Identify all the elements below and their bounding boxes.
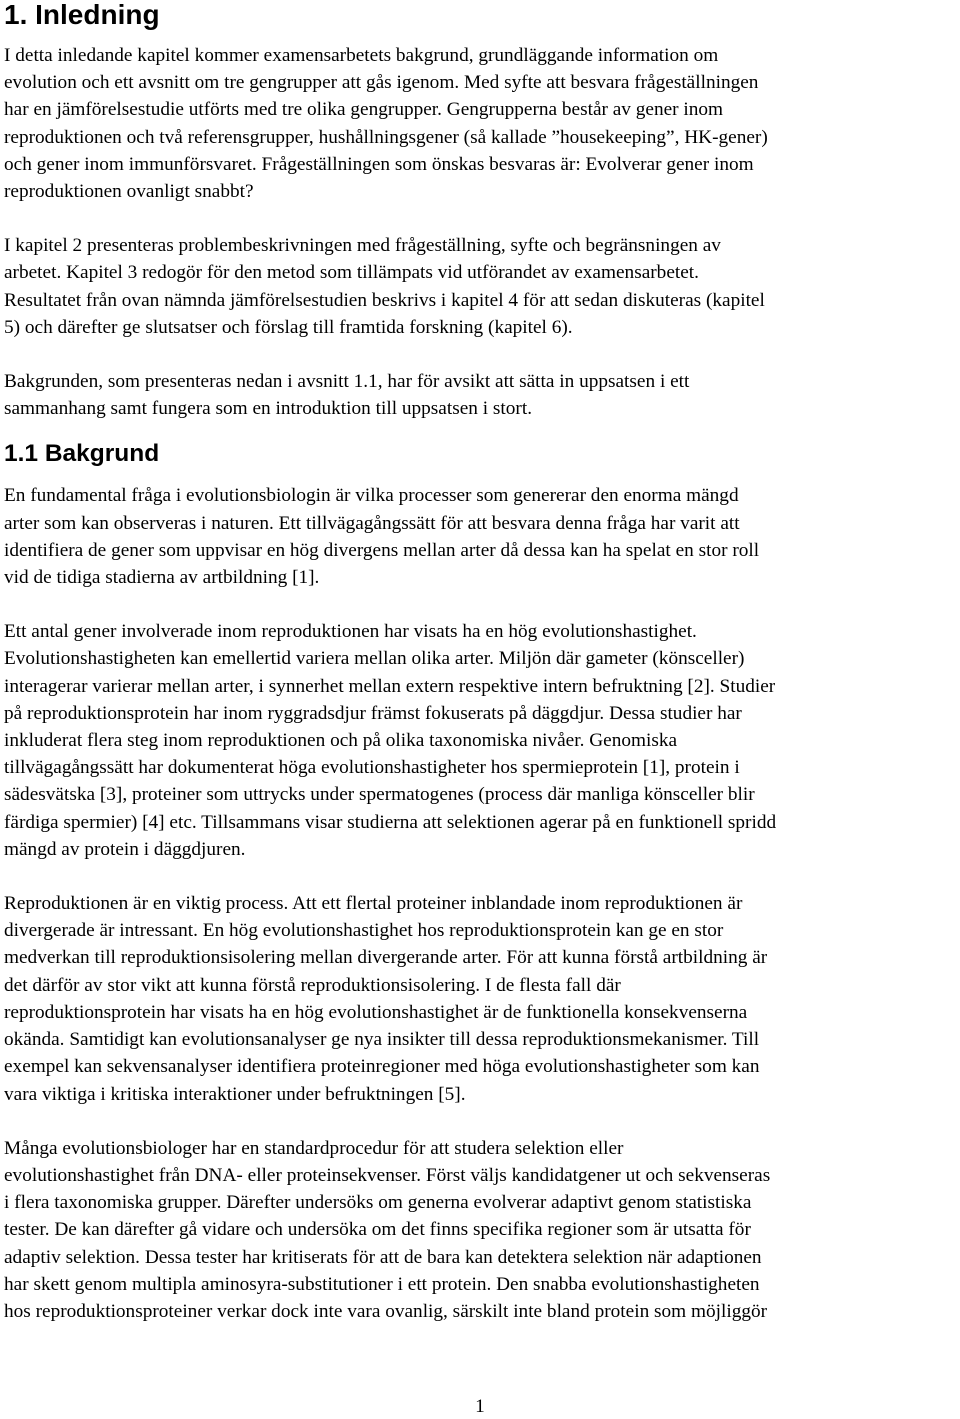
text-line: evolution och ett avsnitt om tre gengrupper att gås igenom. Med syfte att besvara frågeställningen [4, 72, 759, 94]
text-line: sädesvätska [3], proteiner som uttrycks under spermatogenes (process där manliga könsceller blir [4, 784, 755, 806]
text-line: Ett antal gener involverade inom reproduktionen har visats ha en hög evolutionshastighet. [4, 621, 697, 643]
text-line: adaptiv selektion. Dessa tester har kritiserats för att de bara kan detektera selektion när adaptionen [4, 1246, 762, 1268]
text-line: tester. De kan därefter gå vidare och undersöka om det finns specifika regioner som är utsatta för [4, 1219, 751, 1241]
text-line: har skett genom multipla aminosyra-substitutioner i ett protein. Den snabba evolutionshastigheten [4, 1273, 760, 1295]
text-line: inkluderat flera steg inom reproduktionen och på olika taxonomiska nivåer. Genomiska [4, 730, 678, 752]
text-line: En fundamental fråga i evolutionsbiologin är vilka processer som genererar den enorma mängd [4, 485, 739, 507]
text-line: reproduktionen ovanligt snabbt? [4, 181, 254, 203]
text-line: evolutionshastighet från DNA- eller proteinsekvenser. Först väljs kandidatgener ut och sekvenseras [4, 1164, 771, 1186]
section-heading: 1.1 Bakgrund [4, 440, 160, 468]
text-line: 5) och därefter ge slutsatser och förslag till framtida forskning (kapitel 6). [4, 316, 573, 338]
paragraph-background-intro [4, 368, 954, 422]
text-line: vid de tidiga stadierna av artbildning [1]. [4, 567, 320, 589]
text-line: Bakgrunden, som presenteras nedan i avsnitt 1.1, har för avsikt att sätta in uppsatsen i ett [4, 371, 690, 393]
text-line: Reproduktionen är en viktig process. Att ett flertal proteiner inblandade inom reproduktionen är [4, 893, 743, 915]
paragraph-evolution-rate [4, 618, 954, 863]
text-line: identifiera de gener som uppvisar en hög divergens mellan arter då dessa kan ha spelat en stor roll [4, 539, 760, 561]
paragraph-fundamental-question [4, 482, 954, 591]
text-line: hos reproduktionsproteiner verkar dock inte vara ovanlig, särskilt inte bland protein som möjliggör [4, 1300, 768, 1322]
text-line: exempel kan sekvensanalyser identifiera proteinregioner med höga evolutionshastigheter som kan [4, 1056, 760, 1078]
text-line: medverkan till reproduktionsisolering mellan divergerande arter. För att kunna förstå artbildning är [4, 947, 768, 969]
document-page [4, 0, 954, 1325]
text-line: i flera taxonomiska grupper. Därefter undersöks om generna evolverar adaptivt genom statistiska [4, 1192, 752, 1214]
chapter-heading: 1. Inledning [4, 0, 160, 30]
text-line: på reproduktionsprotein har inom ryggradsdjur främst fokuserats på däggdjur. Dessa studier har [4, 702, 742, 724]
text-line: vara viktiga i kritiska interaktioner under befruktningen [5]. [4, 1083, 466, 1105]
text-line: reproduktionsprotein har visats ha en hög evolutionshastighet är de funktionella konsekvenserna [4, 1001, 748, 1023]
text-line: har en jämförelsestudie utförts med tre olika gengrupper. Gengrupperna består av gener inom [4, 99, 724, 121]
text-line: Resultatet från ovan nämnda jämförelsestudien beskrivs i kapitel 4 för att sedan diskuteras (kapitel [4, 289, 765, 311]
text-line: färdiga spermier) [4] etc. Tillsammans visar studierna att selektionen agerar på en funktionell spridd [4, 811, 777, 833]
text-line: I kapitel 2 presenteras problembeskrivningen med frågeställning, syfte och begränsningen av [4, 235, 721, 257]
text-line: det därför av stor vikt att kunna förstå reproduktionsisolering. I de flesta fall där [4, 974, 621, 996]
paragraph-outline [4, 232, 954, 341]
text-line: mängd av protein i däggdjuren. [4, 838, 246, 860]
text-line: divergerade är intressant. En hög evolutionshastighet hos reproduktionsprotein kan ge en stor [4, 920, 724, 942]
text-line: interagerar varierar mellan arter, i synnerhet mellan extern respektive intern befruktning [2]. Studier [4, 675, 776, 697]
text-line: sammanhang samt fungera som en introduktion till uppsatsen i stort. [4, 398, 533, 420]
page-number: 1 [475, 1396, 485, 1417]
text-line: I detta inledande kapitel kommer examensarbetets bakgrund, grundläggande information om [4, 45, 719, 66]
paragraph-reproduction-process [4, 890, 954, 1108]
text-line: och gener inom immunförsvaret. Frågeställningen som önskas besvaras är: Evolverar gener inom [4, 153, 754, 175]
text-line: Många evolutionsbiologer har en standardprocedur för att studera selektion eller [4, 1137, 624, 1159]
text-line: okända. Samtidigt kan evolutionsanalyser ge nya insikter till dessa reproduktionsmekanismer. Till [4, 1029, 760, 1051]
paragraph-standard-procedure [4, 1135, 954, 1325]
text-line: Evolutionshastigheten kan emellertid variera mellan olika arter. Miljön där gameter (könsceller) [4, 648, 745, 670]
text-line: arbetet. Kapitel 3 redogör för den metod som tillämpats vid utförandet av examensarbetet. [4, 262, 699, 284]
paragraph-intro [4, 42, 954, 205]
text-line: tillvägagångssätt har dokumenterat höga evolutionshastigheter hos spermieprotein [1], protein i [4, 757, 740, 779]
text-line: reproduktionen och två referensgrupper, hushållningsgener (så kallade ”housekeeping”, HK-gener) [4, 126, 768, 148]
text-line: arter som kan observeras i naturen. Ett tillvägagångssätt för att besvara denna fråga har varit att [4, 512, 740, 534]
